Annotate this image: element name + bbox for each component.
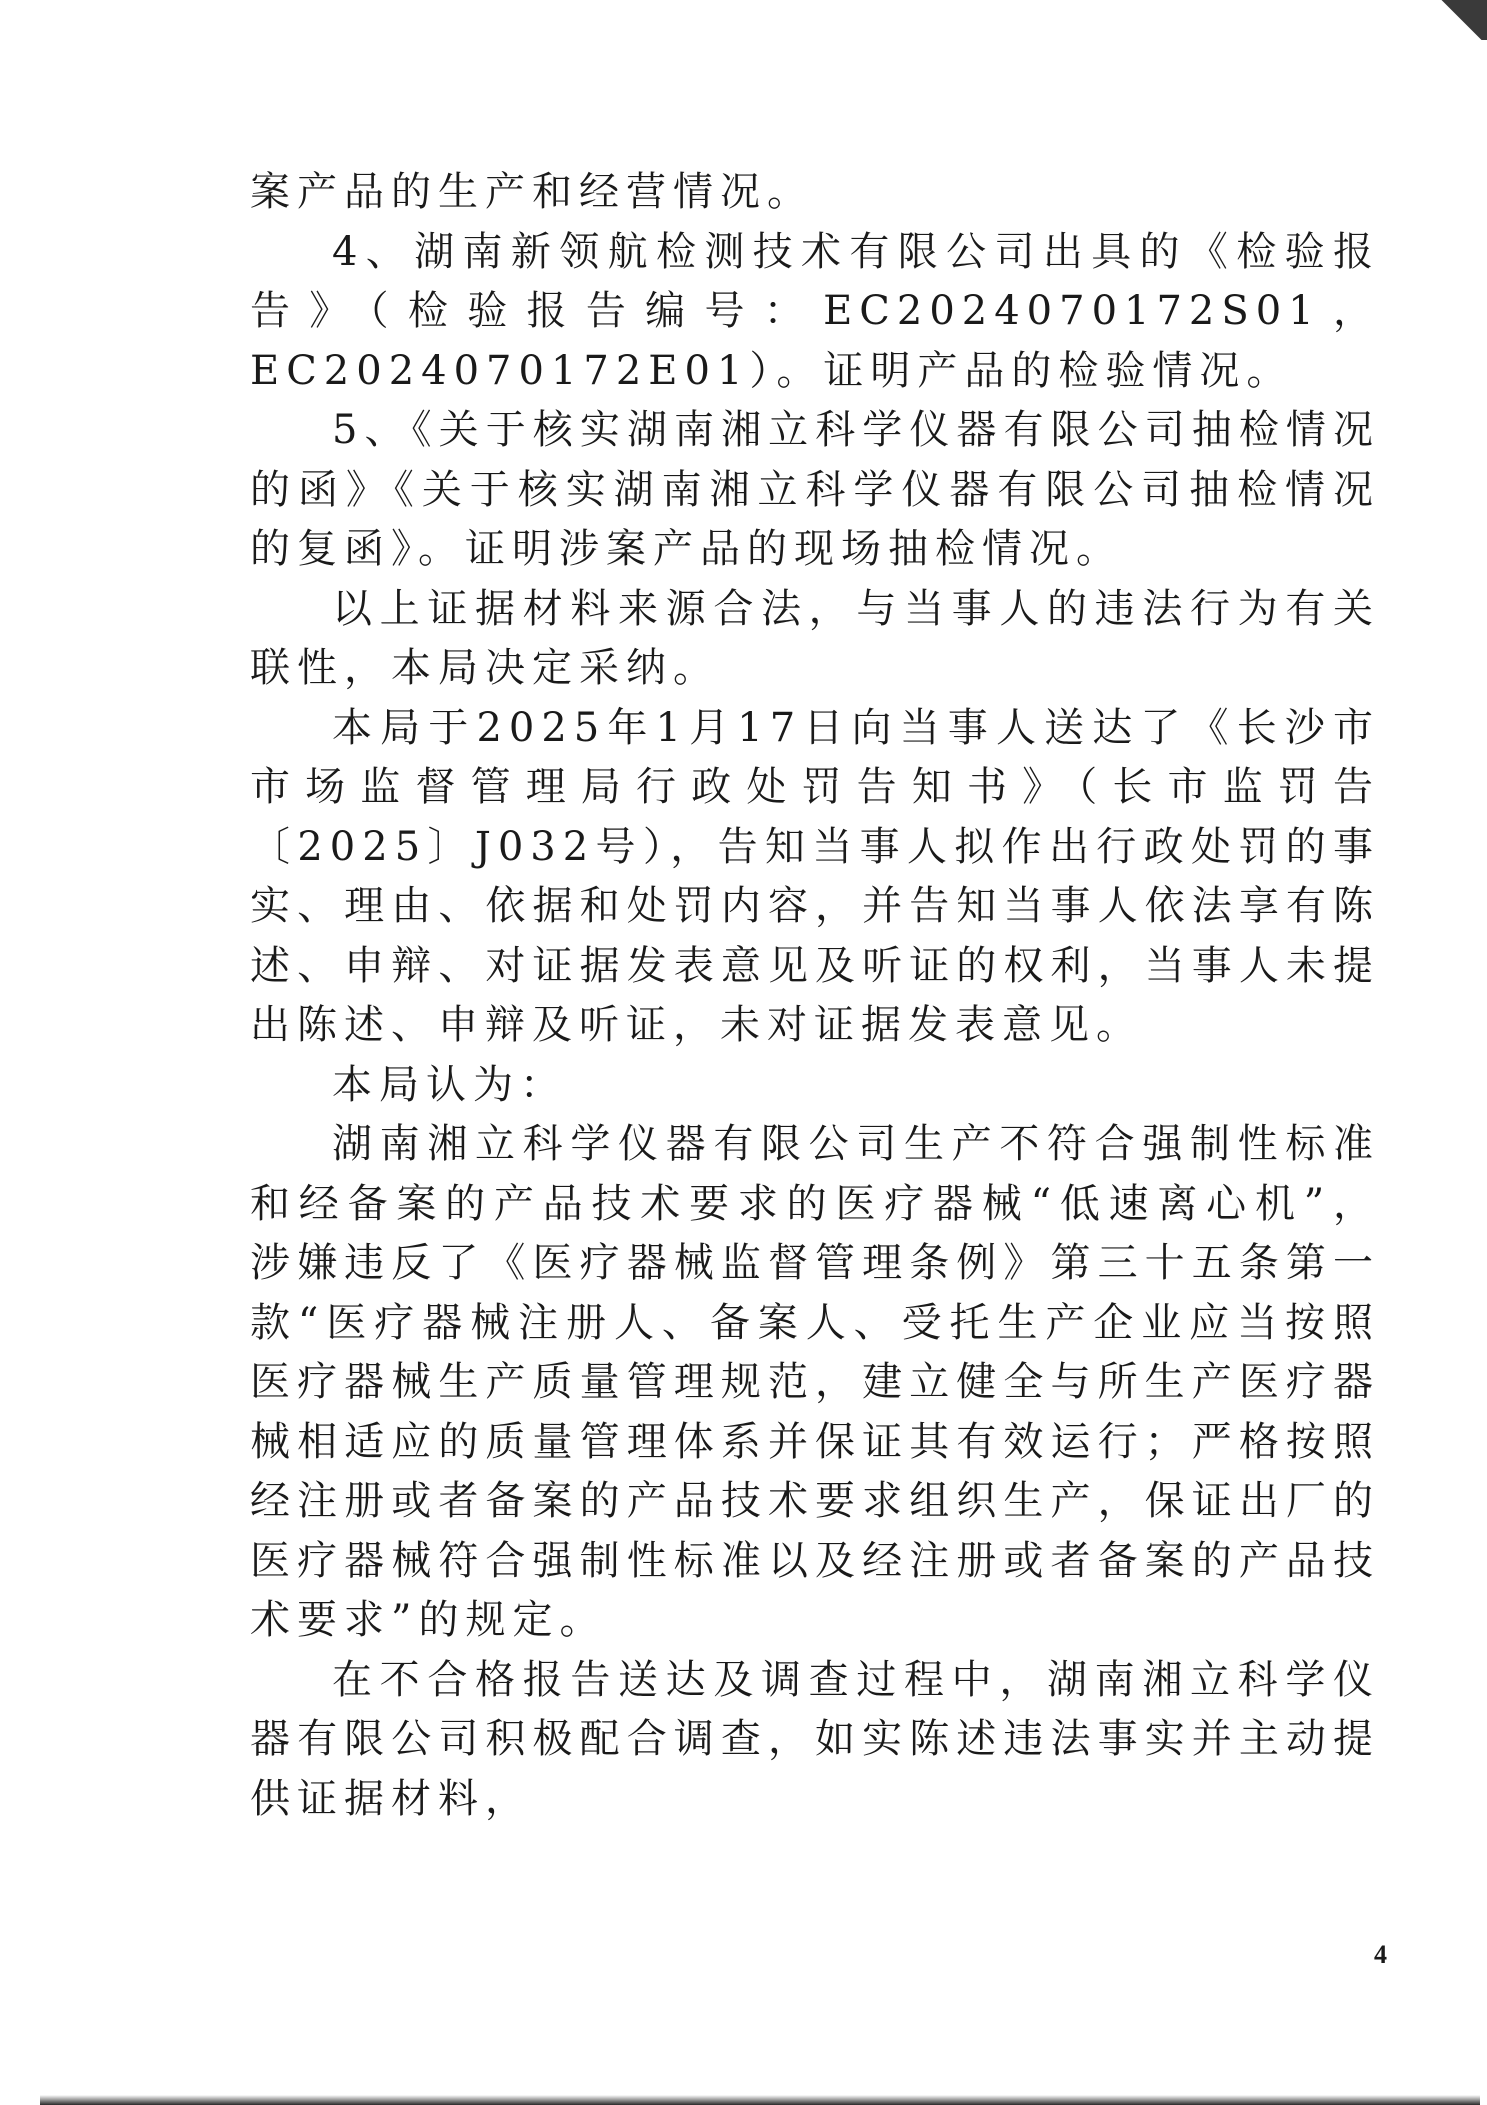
scan-page-corner <box>1427 0 1487 40</box>
document-body <box>250 163 1380 1829</box>
paragraph-evidence-5: 5、《关于核实湖南湘立科学仪器有限公司抽检情况的函》《关于核实湖南湘立科学仪器有限公司抽检情况的复函》。证明涉案产品的现场抽检情况。 <box>250 407 1380 572</box>
page-number: 4 <box>1374 1940 1387 1969</box>
paragraph-continuation: 案产品的生产和经营情况。 <box>250 169 814 215</box>
scan-bottom-edge <box>40 2095 1480 2105</box>
paragraph-evidence-4: 4、湖南新领航检测技术有限公司出具的《检验报告》（检验报告编号：EC2024070172S01，EC2024070172E01）。证明产品的检验情况。 <box>250 228 1380 394</box>
paragraph-violation: 湖南湘立科学仪器有限公司生产不符合强制性标准和经备案的产品技术要求的医疗器械“低速离心机”，涉嫌违反了《医疗器械监督管理条例》第三十五条第一款“医疗器械注册人、备案人、受托生产企业应当按照医疗器械生产质量管理规范，建立健全与所生产医疗器械相适应的质量管理体系并保证其有效运行；严格按照经注册或者备案的产品技术要求组织生产，保证出厂的医疗器械符合强制性标准以及经注册或者备案的产品技术要求”的规定。 <box>250 1121 1380 1643</box>
paragraph-bureau-opinion: 本局认为： <box>332 1061 567 1108</box>
paragraph-evidence-adoption: 以上证据材料来源合法，与当事人的违法行为有关联性，本局决定采纳。 <box>250 585 1380 691</box>
paragraph-notice-delivery: 本局于2025年1月17日向当事人送达了《长沙市市场监督管理局行政处罚告知书》（长市监罚告〔2025〕J032号），告知当事人拟作出行政处罚的事实、理由、依据和处罚内容，并告知当事人依法享有陈述、申辩、对证据发表意见及听证的权利，当事人未提出陈述、申辩及听证，未对证据发表意见。 <box>250 704 1380 1048</box>
paragraph-cooperation: 在不合格报告送达及调查过程中，湖南湘立科学仪器有限公司积极配合调查，如实陈述违法事实并主动提供证据材料， <box>250 1656 1380 1822</box>
